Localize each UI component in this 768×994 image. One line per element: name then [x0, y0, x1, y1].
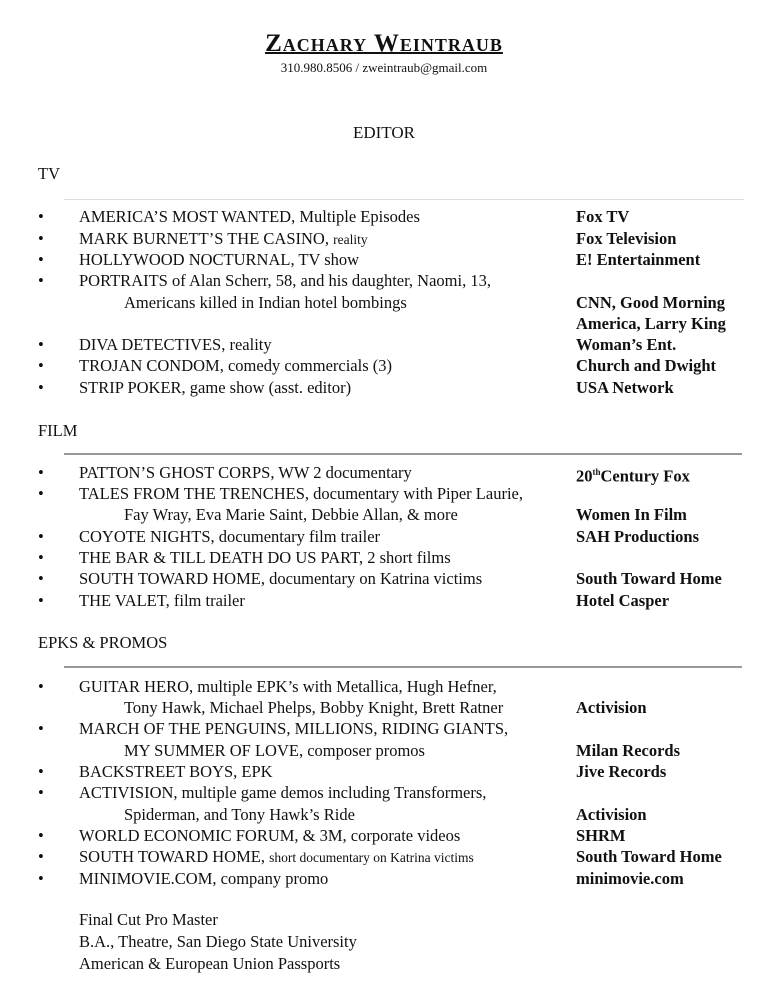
list-item: • DIVA DETECTIVES, reality Woman’s Ent.: [38, 335, 677, 354]
list-item: • SOUTH TOWARD HOME, short documentary on Katrina victims South Toward Home: [38, 847, 722, 866]
contact-info: 310.980.8506 / zweintraub@gmail.com: [280, 60, 488, 75]
company-name: SHRM: [576, 826, 626, 845]
company-name: CNN, Good Morning: [576, 293, 725, 312]
list-item-continuation: Fay Wray, Eva Marie Saint, Debbie Allan, & more Women In Film: [124, 505, 687, 524]
list-item: • MARK BURNETT’S THE CASINO, reality Fox Television: [38, 229, 677, 248]
company-name: Jive Records: [576, 762, 667, 781]
resume-name: Zachary Weintraub: [265, 30, 503, 57]
list-item-continuation: Americans killed in Indian hotel bombings CNN, Good Morning: [124, 293, 725, 312]
skill-line: Final Cut Pro Master: [79, 910, 218, 929]
list-item: • SOUTH TOWARD HOME, documentary on Katrina victims South Toward Home: [38, 569, 722, 588]
company-name: Hotel Casper: [576, 591, 670, 610]
company-name: minimovie.com: [576, 869, 684, 888]
list-item: • MINIMOVIE.COM, company promo minimovie.com: [38, 869, 684, 888]
list-item: • THE VALET, film trailer Hotel Casper: [38, 591, 670, 610]
list-item: • MARCH OF THE PENGUINS, MILLIONS, RIDING GIANTS,: [38, 719, 509, 738]
company-name: Women In Film: [576, 505, 687, 524]
list-item: • STRIP POKER, game show (asst. editor) USA Network: [38, 378, 674, 397]
list-item: • TALES FROM THE TRENCHES, documentary with Piper Laurie,: [38, 484, 523, 503]
section-heading-epks: EPKS & PROMOS: [38, 633, 168, 652]
company-name: Woman’s Ent.: [576, 335, 677, 354]
list-item-continuation: MY SUMMER OF LOVE, composer promos Milan Records: [124, 741, 681, 760]
list-item: • ACTIVISION, multiple game demos including Transformers,: [38, 783, 487, 802]
list-item: • PATTON’S GHOST CORPS, WW 2 documentary 20thCentury Fox: [38, 463, 690, 486]
company-name: E! Entertainment: [576, 250, 701, 269]
list-item: • PORTRAITS of Alan Scherr, 58, and his daughter, Naomi, 13,: [38, 271, 491, 290]
list-item: • THE BAR & TILL DEATH DO US PART, 2 short films: [38, 548, 451, 567]
list-item: • AMERICA’S MOST WANTED, Multiple Episodes Fox TV: [38, 207, 630, 226]
list-item: • TROJAN CONDOM, comedy commercials (3) Church and Dwight: [38, 356, 716, 375]
company-name: Fox TV: [576, 207, 630, 226]
company-name: 20thCentury Fox: [576, 466, 690, 486]
education-line: B.A., Theatre, San Diego State University: [79, 932, 357, 951]
company-name: Activision: [576, 698, 647, 717]
section-heading-tv: TV: [38, 164, 60, 183]
company-name: Fox Television: [576, 229, 677, 248]
list-item: • GUITAR HERO, multiple EPK’s with Metallica, Hugh Hefner,: [38, 677, 497, 696]
list-item-continuation: [38, 313, 758, 334]
company-name: South Toward Home: [576, 847, 722, 866]
section-divider: [64, 199, 744, 200]
section-divider: [64, 453, 742, 455]
list-item: • HOLLYWOOD NOCTURNAL, TV show E! Entertainment: [38, 250, 701, 269]
list-item: • BACKSTREET BOYS, EPK Jive Records: [38, 762, 667, 781]
company-name: Milan Records: [576, 741, 681, 760]
company-name: America, Larry King: [576, 314, 726, 333]
company-name: South Toward Home: [576, 569, 722, 588]
list-item-continuation: Spiderman, and Tony Hawk’s Ride Activision: [124, 805, 647, 824]
section-heading-film: FILM: [38, 421, 78, 440]
company-name: SAH Productions: [576, 527, 700, 546]
company-name: Activision: [576, 805, 647, 824]
job-title: EDITOR: [352, 123, 415, 142]
list-item-continuation: Tony Hawk, Michael Phelps, Bobby Knight, Brett Ratner Activision: [124, 698, 647, 717]
company-name: Church and Dwight: [576, 356, 716, 375]
list-item: • WORLD ECONOMIC FORUM, & 3M, corporate videos SHRM: [38, 826, 626, 845]
passport-line: American & European Union Passports: [79, 954, 341, 973]
section-divider: [64, 666, 742, 668]
list-item: • COYOTE NIGHTS, documentary film trailer SAH Productions: [38, 527, 700, 546]
company-name: USA Network: [576, 378, 674, 397]
